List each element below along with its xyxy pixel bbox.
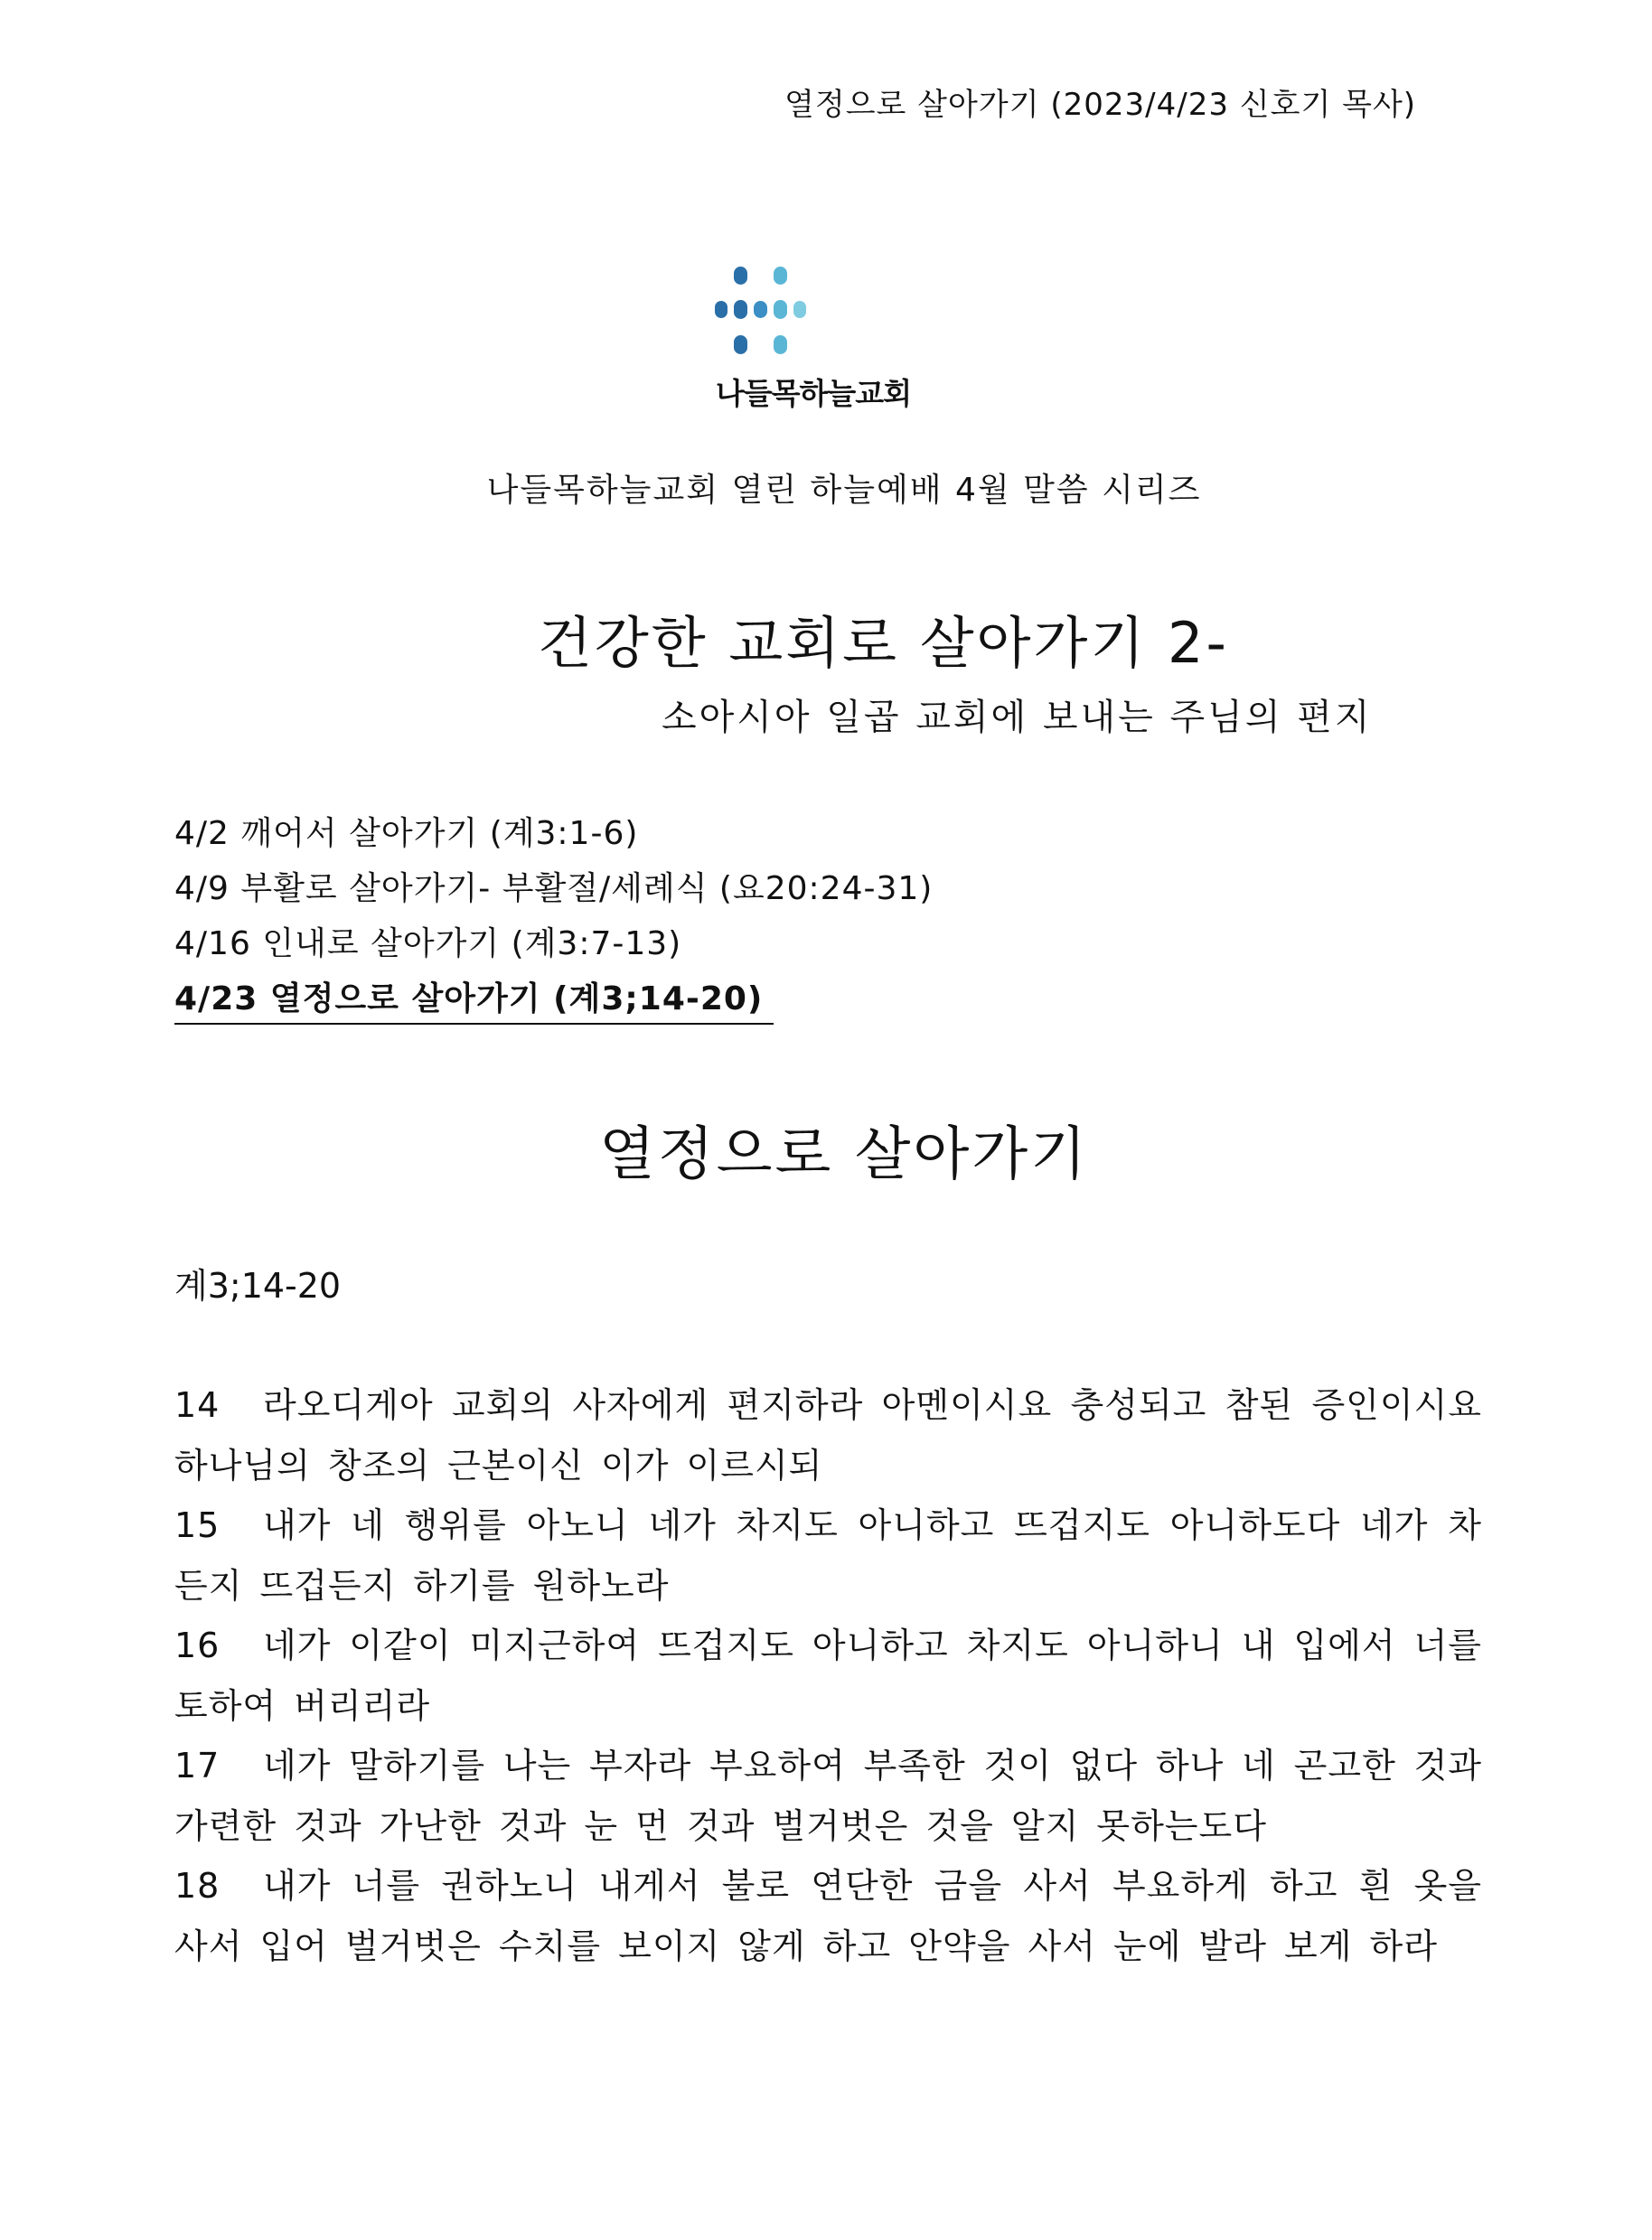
logo-dot	[734, 300, 747, 319]
series-title: 건강한 교회로 살아가기 2-	[538, 610, 1229, 676]
verse-text: 네가 이같이 미지근하여 뜨겁지도 아니하고 차지도 아니하니 내 입에서 너를 토하여 버리리라	[174, 1626, 1482, 1726]
verse	[174, 1616, 1482, 1736]
logo-dot	[715, 301, 727, 318]
verse	[174, 1736, 1482, 1856]
schedule-item: 4/2 깨어서 살아가기 (계3:1-6)	[174, 815, 639, 852]
scripture-passage	[174, 1375, 1482, 1976]
scripture-reference: 계3;14-20	[174, 1266, 342, 1306]
schedule-item: 4/9 부활로 살아가기- 부활절/세례식 (요20:24-31)	[174, 870, 934, 907]
logo-dot	[774, 335, 787, 354]
series-line: 나들목하늘교회 열린 하늘예배 4월 말씀 시리즈	[486, 472, 1202, 509]
verse-number: 15	[174, 1505, 221, 1545]
sermon-title: 열정으로 살아가기	[599, 1121, 1089, 1188]
logo-dot	[774, 300, 787, 319]
verse	[174, 1495, 1482, 1616]
logo-dot	[754, 301, 767, 318]
logo-dot	[734, 335, 747, 354]
verse-text: 네가 말하기를 나는 부자라 부요하여 부족한 것이 없다 하나 네 곤고한 것과 가련한 것과 가난한 것과 눈 먼 것과 벌거벗은 것을 알지 못하는도다	[174, 1746, 1482, 1846]
logo-text: 나들목하늘교회	[715, 376, 912, 411]
logo-dot	[734, 267, 747, 285]
sermon-schedule	[174, 806, 933, 1026]
verse-number: 14	[174, 1385, 221, 1425]
verse-number: 17	[174, 1746, 221, 1785]
verse-text: 라오디게아 교회의 사자에게 편지하라 아멘이시요 충성되고 참된 증인이시요 하나님의 창조의 근본이신 이가 이르시되	[174, 1385, 1482, 1486]
schedule-item: 4/16 인내로 살아가기 (계3:7-13)	[174, 925, 682, 962]
header-note: 열정으로 살아가기 (2023/4/23 신호기 목사)	[784, 87, 1417, 123]
series-subtitle: 소아시아 일곱 교회에 보내는 주님의 편지	[662, 697, 1373, 738]
verse-number: 18	[174, 1866, 221, 1906]
verse	[174, 1856, 1482, 1976]
verse-text: 내가 네 행위를 아노니 네가 차지도 아니하고 뜨겁지도 아니하도다 네가 차든지 뜨겁든지 하기를 원하노라	[174, 1505, 1482, 1606]
verse-number: 16	[174, 1626, 221, 1665]
verse	[174, 1375, 1482, 1495]
verse-text: 내가 너를 권하노니 내게서 불로 연단한 금을 사서 부요하게 하고 흰 옷을 사서 입어 벌거벗은 수치를 보이지 않게 하고 안약을 사서 눈에 발라 보게 하라	[174, 1866, 1482, 1966]
schedule-item-current: 4/23 열정으로 살아가기 (계3;14-20)	[174, 976, 774, 1025]
logo-dot	[793, 301, 806, 318]
logo-dot	[774, 267, 787, 285]
